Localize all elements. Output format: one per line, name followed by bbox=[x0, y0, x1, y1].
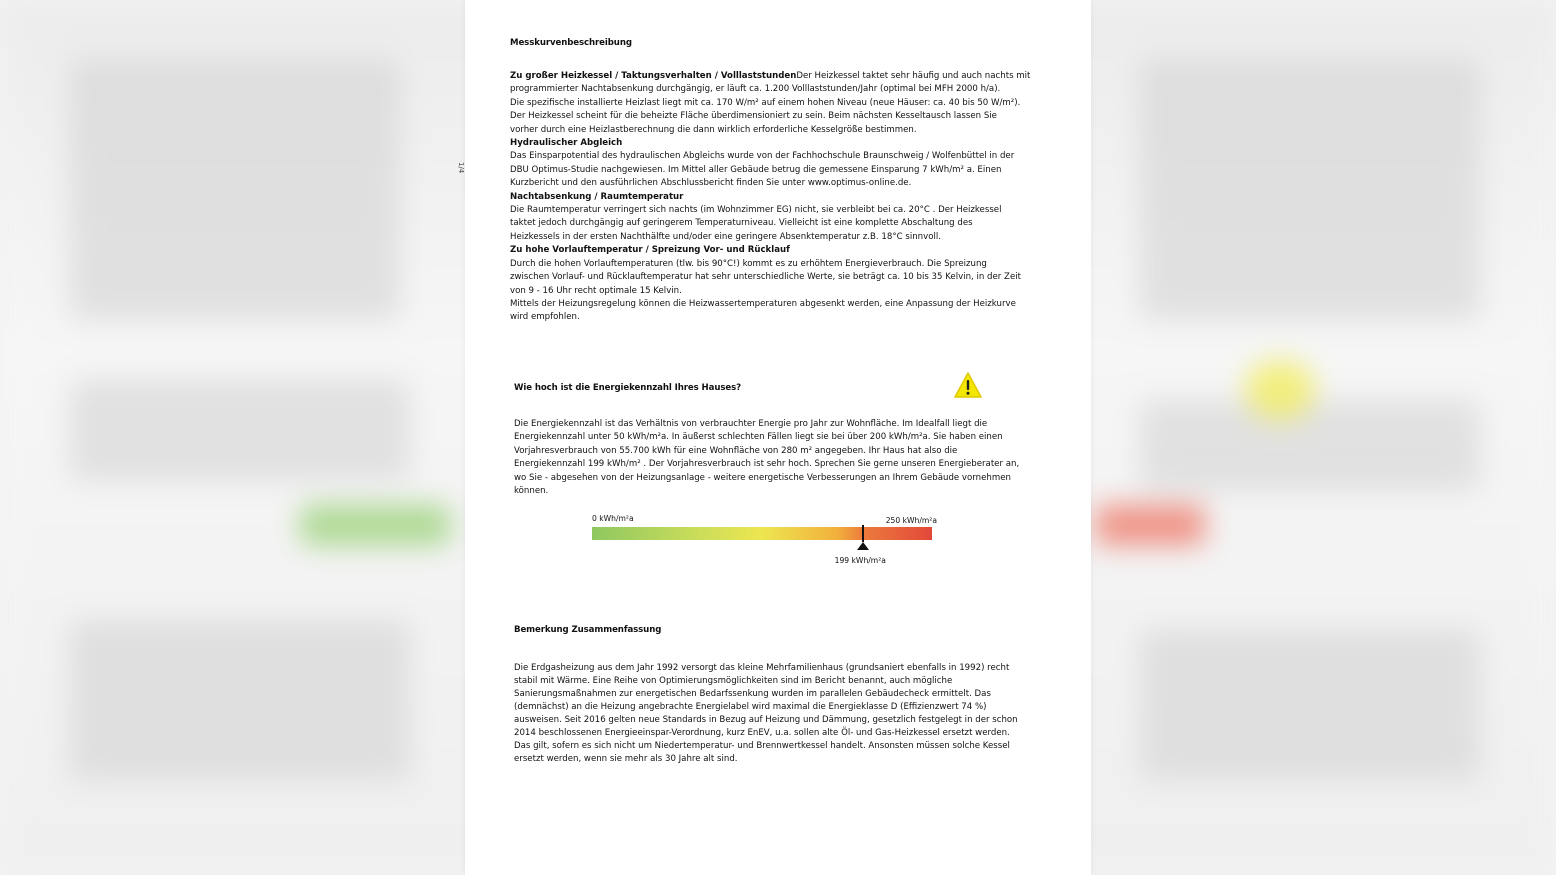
section-title-energiekennzahl: Wie hoch ist die Energiekennzahl Ihres Hauses? bbox=[514, 383, 741, 393]
backdrop-text-block bbox=[1140, 630, 1480, 780]
scale-value-label: 199 kWh/m²a bbox=[834, 556, 886, 565]
subsection-line: Kurzbericht und den ausführlichen Abschlussbericht finden Sie unter www.optimus-online.de. bbox=[510, 178, 912, 189]
subheading-vorlauftemperatur: Zu hohe Vorlauftemperatur / Spreizung Vor- und Rücklauf bbox=[510, 245, 790, 256]
section2-line: Energiekennzahl unter 50 kWh/m²a. In äußerst schlechten Fällen liegt sie bei über 200 kWh/m²a. Sie haben einen bbox=[514, 432, 1003, 443]
backdrop-yellow-blob bbox=[1245, 360, 1315, 420]
section3-line: ersetzt werden, wenn sie mehr als 30 Jahre alt sind. bbox=[514, 754, 738, 764]
section-title-messkurven: Messkurvenbeschreibung bbox=[510, 38, 632, 48]
section-title-bemerkung: Bemerkung Zusammenfassung bbox=[514, 625, 662, 635]
subsection-line: Die Raumtemperatur verringert sich nachts (im Wohnzimmer EG) nicht, sie verbleibt bei ca. 20°C . Der Heizkessel bbox=[510, 205, 1002, 216]
subsection-line: zwischen Vorlauf- und Rücklauftemperatur hat sehr unterschiedliche Werte, sie beträgt ca. 10 bis 35 Kelvin, in der Zeit bbox=[510, 272, 1021, 283]
section2-line: Die Energiekennzahl ist das Verhältnis von verbrauchter Energie pro Jahr zur Wohnfläche. Im Idealfall liegt die bbox=[514, 419, 988, 429]
subsection-line: wird empfohlen. bbox=[510, 312, 580, 323]
scale-marker-triangle bbox=[857, 542, 869, 550]
section1-line: Die spezifische installierte Heizlast liegt mit ca. 170 W/m² auf einem hohen Niveau (neue Häuser: ca. 40 bis 50 W/m²). bbox=[510, 97, 1021, 108]
section3-line: stabil mit Wärme. Eine Reihe von Optimierungsmöglichkeiten sind im Bericht benannt, auch mögliche bbox=[514, 676, 953, 686]
section2-line: Vorjahresverbrauch von 55.700 kWh für eine Wohnfläche von 280 m² angegeben. Ihr Haus hat also die bbox=[514, 445, 958, 456]
subsection-line: Das Einsparpotential des hydraulischen Abgleichs wurde von der Fachhochschule Braunschweig / Wolfenbüttel in der bbox=[510, 151, 1015, 162]
section1-line: Der Heizkessel scheint für die beheizte Fläche überdimensioniert zu sein. Beim nächsten Kesseltausch lassen Sie bbox=[510, 111, 997, 122]
subheading-hydraulischer-abgleich: Hydraulischer Abgleich bbox=[510, 138, 623, 149]
subsection-line: Mittels der Heizungsregelung können die Heizwassertemperaturen abgesenkt werden, eine Anpassung der Heizkurve bbox=[510, 298, 1016, 309]
subsection-line: DBU Optimus-Studie nachgewiesen. Im Mittel aller Gebäude betrug die gemessene Einsparung 7 kWh/m² a. Einen bbox=[510, 164, 1002, 175]
scale-marker-line bbox=[862, 525, 864, 542]
subsection-line: von 9 - 16 Uhr recht optimale 15 Kelvin. bbox=[510, 285, 682, 296]
section1-line: vorher durch eine Heizlastberechnung die dann wirklich erforderliche Kesselgröße bestimmen. bbox=[510, 124, 917, 135]
section3-line: 2014 beschlossenen Energieeinspar-Verordnung, kurz EnEV, u.a. sollen alte Öl- und Gas-Heizkessel ersetzt werden. bbox=[514, 728, 1010, 738]
subheading-nachtabsenkung: Nachtabsenkung / Raumtemperatur bbox=[510, 191, 684, 202]
subsection-line: Durch die hohen Vorlauftemperaturen (tlw. bis 90°C!) kommt es zu erhöhtem Energieverbrauch. Die Spreizung bbox=[510, 258, 987, 269]
section3-body bbox=[514, 662, 1018, 766]
section2-line: wo Sie - abgesehen von der Heizungsanlage - weitere energetische Verbesserungen an Ihrem Gebäude vornehmen bbox=[514, 472, 1011, 483]
backdrop-red-blob bbox=[1095, 505, 1205, 545]
section2-line: Energiekennzahl 199 kWh/m² . Der Vorjahresverbrauch ist sehr hoch. Sprechen Sie gerne unseren Energieberater an, bbox=[514, 459, 1020, 470]
backdrop-text-block bbox=[1140, 60, 1480, 320]
section1-line: programmierter Nachtabsenkung durchgängig, er läuft ca. 1.200 Volllaststunden/Jahr (optimal bei MFH 2000 h/a). bbox=[510, 84, 1001, 95]
document-page bbox=[457, 0, 1091, 875]
section3-line: ausweisen. Seit 2016 gelten neue Standards in Bezug auf Heizung und Dämmung, gesetzlich festgelegt in der schon bbox=[514, 715, 1018, 725]
backdrop-text-block bbox=[70, 620, 410, 780]
warning-icon bbox=[953, 371, 983, 400]
subsection-line: taktet jedoch durchgängig auf geringerem Temperaturniveau. Vielleicht ist eine komplette Abschaltung des bbox=[510, 218, 973, 229]
inline-heading-heizkessel: Zu großer Heizkessel / Taktungsverhalten / Volllaststunden bbox=[510, 71, 797, 81]
backdrop-green-blob bbox=[300, 505, 450, 545]
energy-gradient-bar bbox=[592, 527, 932, 540]
section1-body bbox=[510, 70, 1030, 325]
section1-line-1: Zu großer Heizkessel / Taktungsverhalten / VolllaststundenDer Heizkessel taktet sehr häufig und auch nachts mit bbox=[510, 71, 1031, 81]
section3-line: Die Erdgasheizung aus dem Jahr 1992 versorgt das kleine Mehrfamilienhaus (grundsaniert ebenfalls in 1992) recht bbox=[514, 663, 1010, 673]
backdrop-text-block bbox=[1140, 400, 1480, 490]
section2-body bbox=[514, 418, 1019, 498]
scale-min-label: 0 kWh/m²a bbox=[592, 514, 634, 523]
scale-max-label: 250 kWh/m²a bbox=[885, 516, 937, 525]
subsection-line: Heizkessels in der ersten Nachthälfte und/oder eine geringere Absenktemperatur z.B. 18°C sinnvoll. bbox=[510, 231, 941, 242]
section3-line: Das gilt, sofern es sich nicht um Niedertemperatur- und Brennwertkessel handelt. Ansonsten müssen solche Kessel bbox=[514, 741, 1010, 751]
side-mark: 1/4 bbox=[457, 162, 465, 174]
section3-line: Sanierungsmaßnahmen zur energetischen Bedarfssenkung wurden im parallelen Gebäudecheck ermittelt. Das bbox=[514, 689, 991, 699]
section2-line: können. bbox=[514, 486, 549, 497]
backdrop-text-block bbox=[70, 60, 400, 320]
section3-line: (demnächst) an die Heizung angebrachte Energielabel wird maximal die Energieklasse D (Effizienzwert 74 %) bbox=[514, 702, 987, 712]
backdrop-text-block bbox=[70, 380, 410, 480]
energy-scale bbox=[592, 512, 937, 572]
